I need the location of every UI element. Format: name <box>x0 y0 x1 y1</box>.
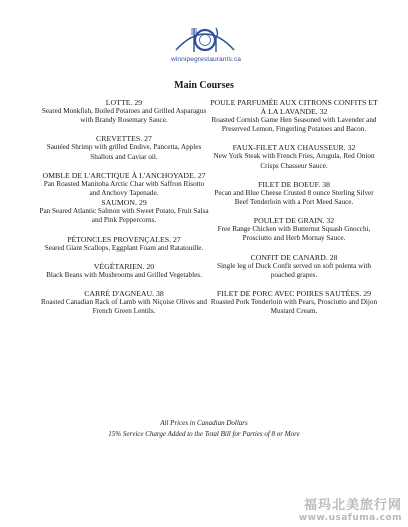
item-description: Roasted Canadian Rack of Lamb with Niçoise Olives and French Green Lentils. <box>40 298 208 316</box>
logo-text: winnipegrestaurants.ca <box>170 56 241 63</box>
item-description: Free Range Chicken with Butternut Squash Gnocchi, Prosciutto and Herb Mornay Sauce. <box>217 225 371 243</box>
item-name: CONFIT DE CANARD. 28 <box>250 252 338 262</box>
menu-item <box>208 143 380 170</box>
item-name: POULE PARFUMÉE AUX CITRONS CONFITS ET À LA LAVANDE. 32 <box>210 98 378 116</box>
item-name: FILET DE PORC AVEC POIRES SAUTÉES. 29 <box>216 289 372 299</box>
watermark-url: www.usafuma.com <box>298 513 402 523</box>
menu-item <box>38 134 210 161</box>
item-description: Pecan and Blue Cheese Crusted 8 ounce Sterling Silver Beef Tenderloin with a Port Meed Sauce. <box>214 188 374 207</box>
menu-item <box>38 235 210 253</box>
item-description: Single leg of Duck Confit served on soft polenta with poached grapes. <box>217 261 371 279</box>
menu-item <box>208 180 380 207</box>
menu-item <box>208 253 380 280</box>
right-column <box>208 98 380 325</box>
menu-item <box>38 262 210 280</box>
menu-item <box>38 198 210 225</box>
item-description: Sautéed Shrimp with grilled Endive, Pancetta, Apples Shallots and Caviar oil. <box>46 143 202 161</box>
left-column <box>38 98 210 325</box>
item-description: Seared Monkfish, Boiled Potatoes and Grilled Asparagus with Brandy Rosemary Sauce. <box>41 107 207 125</box>
item-name: CREVETTES. 27 <box>96 134 152 144</box>
item-description: Roasted Cornish Game Hen Seasoned with Lavender and Preserved Lemon, Fingerling Potatoes and Bacon. <box>211 116 377 134</box>
menu-item <box>38 98 210 125</box>
item-name: VÉGÉTARIEN. 20 <box>93 261 155 271</box>
menu-item <box>38 289 210 316</box>
menu-item <box>208 98 380 134</box>
menu-item <box>208 289 380 316</box>
item-description: Black Beans with Mushrooms and Grilled Vegetables. <box>46 270 202 279</box>
service-charge-note: 15% Service Charge Added to the Total Bill for Parties of 8 or More <box>108 430 300 438</box>
item-description: Pan Seared Atlantic Salmon with Sweet Potato, Fruit Salsa and Pink Peppercorns. <box>39 207 209 225</box>
item-name: OMBLE DE L'ARCTIQUE À L'ANCHOYADE. 27 <box>42 170 206 180</box>
item-description: Pan Roasted Manitoba Arctic Char with Saffron Risotto and Anchovy Tapenade. <box>43 179 205 198</box>
currency-note: All Prices in Canadian Dollars <box>160 419 248 427</box>
section-title: Main Courses <box>174 80 234 91</box>
item-description: Roasted Pork Tenderloin with Pears, Prosciutto and Dijon Mustard Cream. <box>210 298 378 316</box>
item-name: FILET DE BOEUF. 38 <box>257 179 330 189</box>
price-notes <box>0 418 408 440</box>
item-name: POULET DE GRAIN. 32 <box>253 216 335 226</box>
item-description: New York Steak with French Fries, Arugula, Red Onion Crisps Chasseur Sauce. <box>213 152 375 170</box>
watermark-title: 福玛北美旅行网 <box>303 498 402 513</box>
item-name: CARRÉ D'AGNEAU. 38 <box>84 289 164 299</box>
menu-item <box>208 216 380 243</box>
menu-item <box>38 171 210 198</box>
item-name: PÉTONCLES PROVENÇALES. 27 <box>67 234 181 244</box>
watermark <box>299 494 402 523</box>
item-name: LOTTE. 29 <box>105 98 143 107</box>
item-name: FAUX-FILET AUX CHAUSSEUR. 32 <box>232 143 356 153</box>
logo[interactable] <box>0 16 408 64</box>
item-name: SAUMON. 29 <box>101 198 147 208</box>
item-description: Seared Giant Scallops, Eggplant Foam and Ratatouille. <box>44 243 204 252</box>
